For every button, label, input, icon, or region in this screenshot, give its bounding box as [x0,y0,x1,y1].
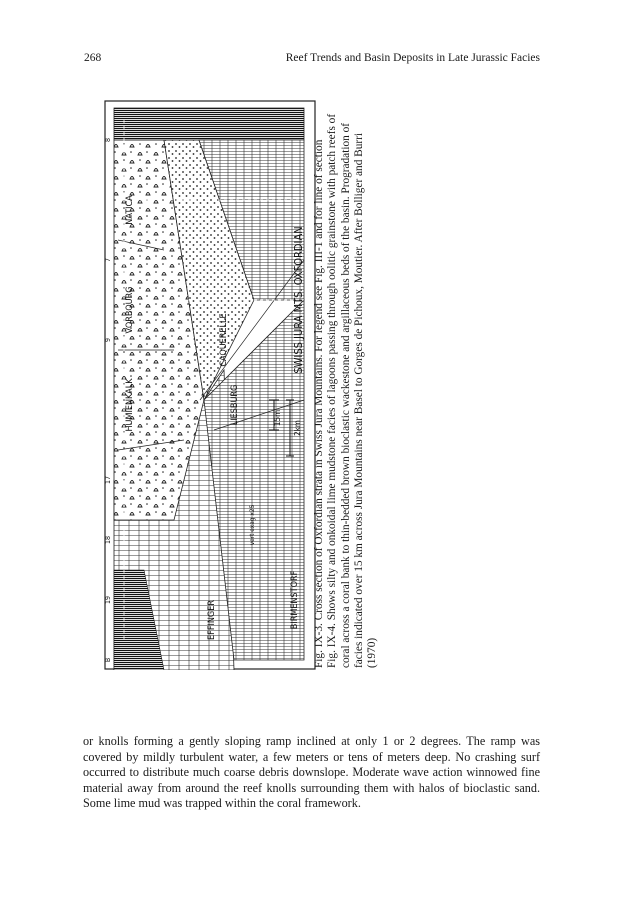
section-label-1: 7 [104,257,112,263]
unit-liesburg: LIESBURG [230,384,240,426]
section-label-6: B [104,657,112,663]
horizontal-scale: 2km [293,420,302,436]
exaggeration-note: vert exag x25 [248,504,256,546]
section-label-5: 19 [104,595,112,605]
cross-section-figure [104,100,316,670]
unit-natica: NATICA [125,195,135,225]
unit-vorbourg: VORBOURG [125,286,135,334]
vertical-scale: 15m [273,409,282,427]
caption-line-3: coral across a coral bank to thin-bedded brown bioclastic wackestone and argillaceous beds of the basin. Progradation of [339,122,352,668]
unit-effinger: EFFINGER [207,600,217,640]
caption-line-5: (1970) [366,637,379,668]
body-paragraph: or knolls forming a gently sloping ramp inclined at only 1 or 2 degrees. The ramp was covered by mildly turbulent water, a few meters or tens of meters deep. No crashing surf occurred to distribute much coarse debris downslope. Moderate wave action winnowed fine material away from around the reef knolls surrounding them with halos of bioclastic sand. Some lime mud was trapped within the coral framework. [83,734,540,811]
section-label-3: 17 [104,475,112,485]
unit-caquerelle: CAQUERELLE [219,313,229,367]
running-head: Reef Trends and Basin Deposits in Late Jurassic Facies [285,52,540,64]
unit-birmenstorf: BIRMENSTORF [290,570,300,630]
section-label-0: 8 [104,137,112,143]
page-number: 268 [84,52,102,64]
caption-line-4: facies indicated over 15 km across Jura Mountains near Basel to Gorges de Pichoux, Moutier. After Bolliger and Burri [352,132,365,668]
figure-title: SWISS JURA MTS. OXFORDIAN [292,226,305,374]
section-label-4: 18 [104,535,112,545]
caption-line-1: Fig. IX-3. Cross section of Oxfordian strata in Swiss Jura Mountains. For legend see Fig. III-1 and for line of section [313,139,325,668]
figure-caption [313,88,388,668]
unit-humienkalk: HUMIENKALK [125,378,135,432]
cross-section-diagram [104,100,316,670]
caption-line-2: Fig. IX-4. Shows silty and onkoidal lime mudstone facies of lagoons passing through oolitic grainstone with patch reefs of [326,113,339,668]
section-label-2: 9 [104,337,112,343]
